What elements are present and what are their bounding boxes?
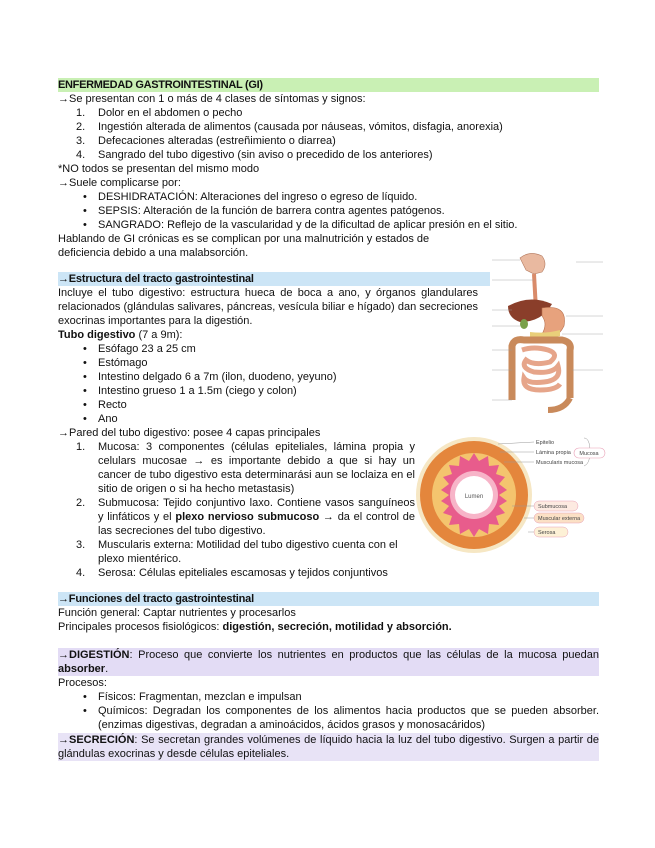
- section-title-structure: →Estructura del tracto gastrointestinal: [58, 272, 599, 286]
- list-item: • Estómago: [83, 357, 148, 369]
- lumen-label: Lumen: [464, 494, 484, 500]
- wall-intro: →Pared del tubo digestivo: posee 4 capas principales: [58, 427, 321, 439]
- list-item: 3. Defecaciones alteradas (estreñimiento o diarrea): [76, 135, 336, 147]
- functions-general: Función general: Captar nutrientes y procesarlos: [58, 607, 296, 619]
- list-item: 1. Mucosa: 3 componentes (células epiteliales, lámina propia y celulars mucosae → es importante debido a que si hay un cancer de tubo digestivo esta determinarási aun se loclaiza en el sitio de origen o si ha hecho metastasis): [76, 441, 415, 495]
- digestive-tract-figure: [490, 250, 605, 420]
- list-item: 3. Muscularis externa: Motilidad del tubo digestivo cuenta con el plexo mientérico.: [76, 539, 398, 565]
- digestion-processes: Procesos:: [58, 677, 107, 689]
- muscular-externa-label: Muscular externa: [538, 516, 581, 522]
- submucosa-label: Submucosa: [538, 504, 568, 510]
- gi-intro: →Se presentan con 1 o más de 4 clases de síntomas y signos:: [58, 93, 366, 105]
- list-item: • Intestino grueso 1 a 1.5m (ciego y colon): [83, 385, 297, 397]
- list-item: • Ano: [83, 413, 118, 425]
- digestion-list: [58, 690, 599, 732]
- list-item: 2. Submucosa: Tejido conjuntivo laxo. Contiene vasos sanguíneos y linfáticos y el plexo nervioso submucoso → da el control de las secreciones del tubo digestivo.: [76, 497, 415, 537]
- gi-chronic: Hablando de GI crónicas es se complican por una malnutrición y estados de deficiencia debido a una malabsorción.: [58, 233, 430, 259]
- list-item: 4. Sangrado del tubo digestivo (sin aviso o precedido de los anteriores): [76, 149, 433, 161]
- layers-list: [58, 440, 415, 580]
- list-item: • SANGRADO: Reflejo de la vascularidad y de la dificultad de aplicar presión en el sitio.: [83, 219, 518, 231]
- list-item: • Recto: [83, 399, 127, 411]
- complications-list: [58, 190, 599, 232]
- section-title-gi: ENFERMEDAD GASTROINTESTINAL (GI): [58, 78, 599, 92]
- list-item: 2. Ingestión alterada de alimentos (causada por náuseas, vómitos, disfagia, anorexia): [76, 121, 503, 133]
- gi-complicates: →Suele complicarse por:: [58, 177, 181, 189]
- lamina-label: Lámina propia: [536, 450, 571, 456]
- symptoms-list: [58, 106, 599, 162]
- functions-processes: Principales procesos fisiológicos: digestión, secreción, motilidad y absorción.: [58, 621, 452, 633]
- secretion-paragraph: →SECRECIÓN: Se secretan grandes volúmenes de líquido hacia la luz del tubo digestivo. Surgen a partir de glándulas exocrinas y desde células epiteliales.: [58, 734, 599, 760]
- muscularis-mucosa-label: Muscularis mucosa: [536, 460, 584, 466]
- epitelio-label: Epitelio: [536, 440, 555, 446]
- list-item: • DESHIDRATACIÓN: Alteraciones del ingreso o egreso de líquido.: [83, 191, 418, 203]
- list-item: • Químicos: Degradan los componentes de los alimentos hacia productos que se pueden absorber. (enzimas digestivas, degradan a aminoácidos, ácidos grasos y monosacáridos): [83, 705, 599, 731]
- list-item: • Físicos: Fragmentan, mezclan e impulsan: [83, 691, 302, 703]
- serosa-label: Serosa: [538, 530, 556, 536]
- tube-wall-layers-figure: [412, 430, 607, 560]
- digestion-paragraph: →DIGESTIÓN: Proceso que convierte los nutrientes en productos que las células de la mucosa puedan absorber.: [58, 649, 599, 675]
- list-item: 4. Serosa: Células epiteliales escamosas y tejidos conjuntivos: [76, 567, 388, 579]
- list-item: 1. Dolor en el abdomen o pecho: [76, 107, 243, 119]
- list-item: • Esófago 23 a 25 cm: [83, 343, 196, 355]
- mucosa-label: Mucosa: [579, 451, 599, 457]
- tube-heading: Tubo digestivo (7 a 9m):: [58, 329, 183, 341]
- gi-note: *NO todos se presentan del mismo modo: [58, 163, 260, 175]
- structure-paragraph: Incluye el tubo digestivo: estructura hueca de boca a ano, y órganos glandulares relacionados (glándulas salivares, páncreas, vesícula biliar e hígado) dan secreciones exocrinas importantes para la digestión.: [58, 287, 478, 327]
- section-title-functions: →Funciones del tracto gastrointestinal: [58, 592, 599, 606]
- list-item: • SEPSIS: Alteración de la función de barrera contra agentes patógenos.: [83, 205, 445, 217]
- list-item: • Intestino delgado 6 a 7m (ilon, duodeno, yeyuno): [83, 371, 337, 383]
